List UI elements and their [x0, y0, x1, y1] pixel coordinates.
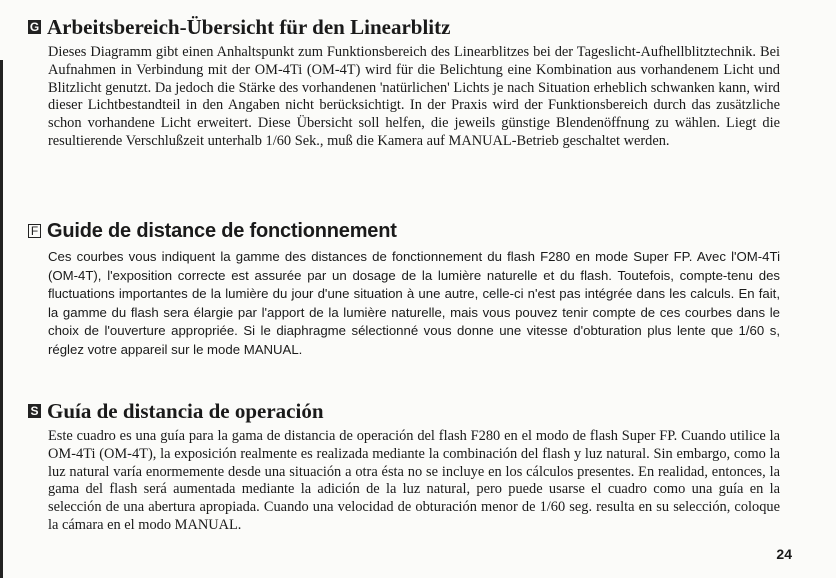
- section-body: Este cuadro es una guía para la gama de distancia de operación del flash F280 en el modo de flash Super FP. Cuando utilice la OM-4Ti (OM-4T), la exposición realmente es realizada mediante la combinación del flash y luz natural. Sin embargo, como la luz natural varía enormemente desde una situación a otra ésta no se incluye en los cálculos presentes. En realidad, entonces, la gama del flash será aumentada mediante la adición de la luz natural, pero puede usarse el cuadro como una guía en la selección de una abertura apropiada. Cuando una velocidad de obturación menor de 1/60 seg. resulta en su selección, coloque la cámara en el modo MANUAL.: [48, 428, 780, 533]
- language-badge-g: G: [29, 20, 40, 34]
- section-title: Guía de distancia de operación: [47, 399, 324, 423]
- section-body: Dieses Diagramm gibt einen Anhaltspunkt zum Funktionsbereich des Linearblitzes bei der Tageslicht-Aufhellblitztechnik. Bei Aufnahmen in Verbindung mit der OM-4Ti (OM-4T) wird für die Belichtung eine Kombination aus vorhandenem Licht und Blitzlicht genutzt. Da jedoch die Stärke des vorhandenen 'natürlichen' Lichts je nach Situation erheblich schwanken kann, wird dieser Lichtbestandteil in den Angaben nicht berücksichtigt. In der Praxis wird der Funktionsbereich durch das zusätzliche schon vorhandene Licht erweitert. Diese Übersicht soll helfen, die jeweils günstige Blendenöffnung zu wählen. Liegt die resultierende Verschlußzeit unterhalb 1/60 Sek., muß die Kamera auf MANUAL-Betrieb geschaltet werden.: [48, 44, 780, 149]
- section-french: [28, 218, 780, 360]
- section-body: Ces courbes vous indiquent la gamme des distances de fonctionnement du flash F280 en mode Super FP. Avec l'OM-4Ti (OM-4T), l'exposition correcte est assurée par un dosage de la lumière naturelle et du flash. Toutefois, compte-tenu des fluctuations importantes de la lumière du jour d'une situation à une autre, celle-ci n'est pas intégrée dans les calculs. En fait, la gamme du flash sera élargie par l'apport de la lumière naturelle, mais vous pouvez tenir compte de ces courbes dans le choix de l'ouverture appropriée. Si le diaphragme sélectionné vous donne une vitesse d'obturation plus lente que 1/60 s, réglez votre appareil sur le mode MANUAL.: [48, 249, 780, 357]
- section-spanish: [28, 398, 780, 535]
- section-heading: [28, 398, 780, 424]
- page-number: 24: [776, 546, 792, 562]
- section-german: [28, 14, 780, 151]
- section-title: Arbeitsbereich-Übersicht für den Linearblitz: [47, 15, 451, 39]
- section-title: Guide de distance de fonctionnement: [47, 220, 397, 242]
- page-edge-bar: [0, 60, 3, 578]
- section-heading: [28, 14, 780, 40]
- language-badge-f: F: [28, 224, 41, 238]
- language-badge-s: S: [28, 404, 41, 418]
- section-heading: [28, 218, 780, 244]
